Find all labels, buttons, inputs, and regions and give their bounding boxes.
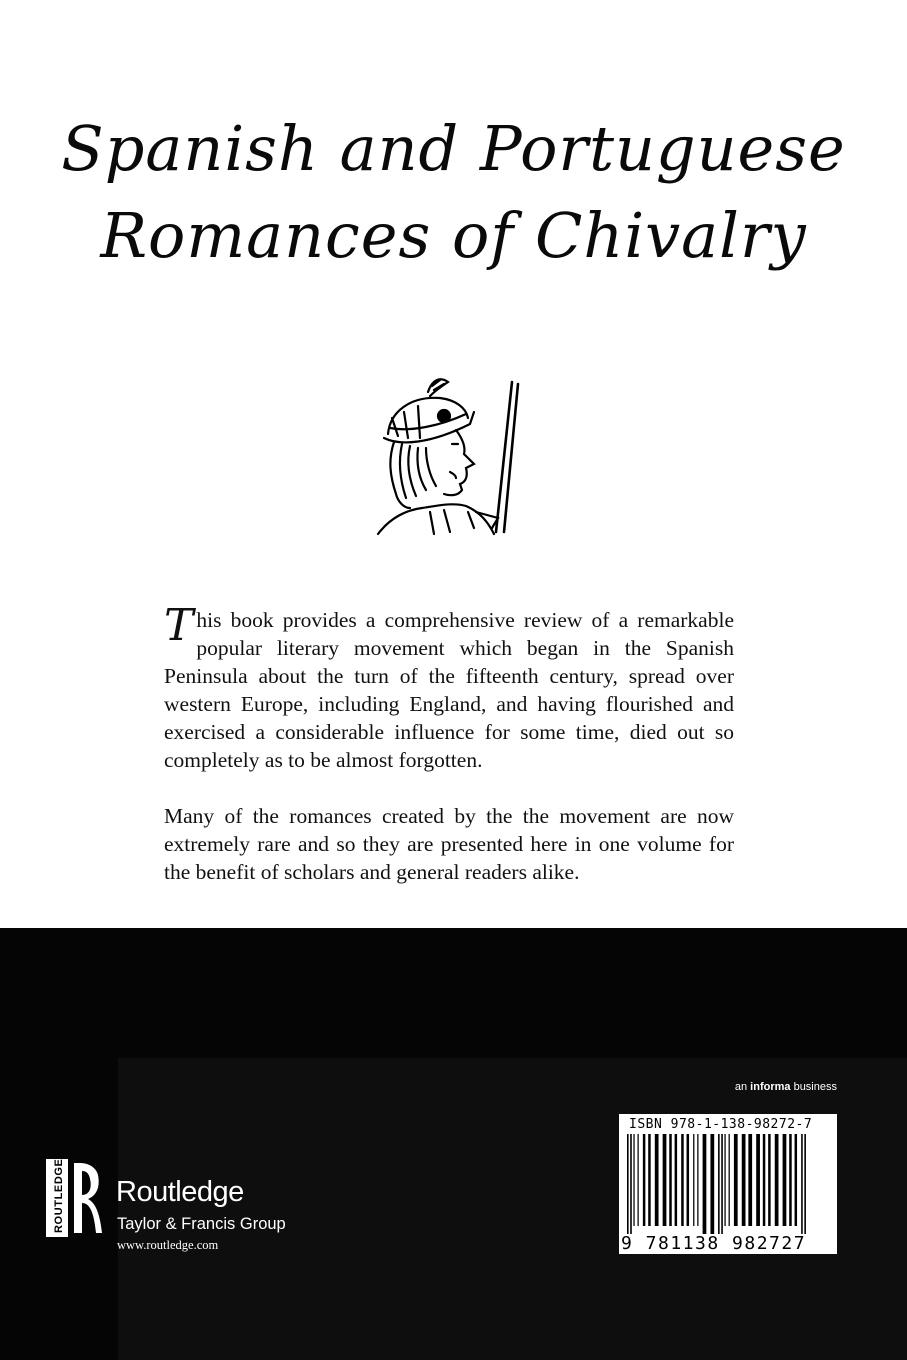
blurb-paragraph-1-text: his book provides a comprehensive review of a remarkable popular literary movement which began in the Spanish Peninsula about the turn of the fifteenth century, spread over western Europe, including England, and having flourished and exercised a considerable influence for some time, died out so completely as to be almost forgotten. bbox=[164, 608, 734, 772]
drop-cap: T bbox=[164, 600, 194, 651]
publisher-group: Taylor & Francis Group bbox=[117, 1215, 286, 1233]
barcode-bar bbox=[675, 1134, 678, 1226]
routledge-logo-icon bbox=[46, 1159, 102, 1237]
barcode-bar bbox=[789, 1134, 792, 1226]
title-line-1: Spanish and Portuguese bbox=[61, 112, 846, 185]
barcode-bar bbox=[804, 1134, 806, 1234]
blurb-paragraph-1 bbox=[164, 600, 734, 774]
barcode-bar bbox=[763, 1134, 766, 1226]
barcode-bar bbox=[721, 1134, 723, 1234]
barcode-bar bbox=[693, 1134, 694, 1226]
title-line-2: Romances of Chivalry bbox=[100, 199, 807, 272]
barcode-bar bbox=[697, 1134, 698, 1226]
barcode-bar bbox=[768, 1134, 771, 1226]
barcode-bar bbox=[710, 1134, 714, 1234]
barcode-bar bbox=[718, 1134, 720, 1234]
barcode-bars bbox=[627, 1134, 829, 1234]
barcode-bar bbox=[801, 1134, 803, 1234]
barcode-bar bbox=[795, 1134, 798, 1226]
barcode-bar bbox=[655, 1134, 659, 1226]
routledge-logo-text: ROUTLEDGE bbox=[53, 1159, 65, 1233]
barcode-bar bbox=[748, 1134, 752, 1226]
barcode-bar bbox=[783, 1134, 787, 1226]
barcode-bar bbox=[638, 1134, 639, 1226]
barcode-bar bbox=[687, 1134, 690, 1226]
barcode-bar bbox=[729, 1134, 730, 1226]
isbn-barcode bbox=[619, 1114, 837, 1254]
barcode-bar bbox=[633, 1134, 634, 1226]
barcode-digits: 9 781138 982727 bbox=[621, 1233, 807, 1254]
barcode-bar bbox=[648, 1134, 651, 1226]
barcode-bar bbox=[663, 1134, 667, 1226]
barcode-bar bbox=[627, 1134, 629, 1234]
barcode-bar bbox=[669, 1134, 672, 1226]
barcode-bar bbox=[681, 1134, 684, 1226]
barcode-bar bbox=[724, 1134, 725, 1226]
barcode-bar bbox=[756, 1134, 760, 1226]
barcode-bar bbox=[630, 1134, 632, 1234]
informa-business-tag: an informa business bbox=[734, 1081, 837, 1093]
barcode-bar bbox=[643, 1134, 646, 1226]
isbn-label: ISBN 978-1-138-98272-7 bbox=[629, 1117, 813, 1132]
publisher-name: Routledge bbox=[116, 1176, 244, 1208]
barcode-bar bbox=[775, 1134, 779, 1226]
barcode-bar bbox=[703, 1134, 707, 1234]
publisher-url: www.routledge.com bbox=[117, 1238, 219, 1252]
barcode-bar bbox=[742, 1134, 746, 1226]
informa-brand: informa bbox=[750, 1081, 791, 1093]
barcode-bar bbox=[734, 1134, 738, 1226]
woodcut-portrait-icon bbox=[370, 372, 530, 537]
blurb-paragraph-2: Many of the romances created by the the movement are now extremely rare and so they are presented here in one volume for the benefit of scholars and general readers alike. bbox=[164, 804, 734, 884]
